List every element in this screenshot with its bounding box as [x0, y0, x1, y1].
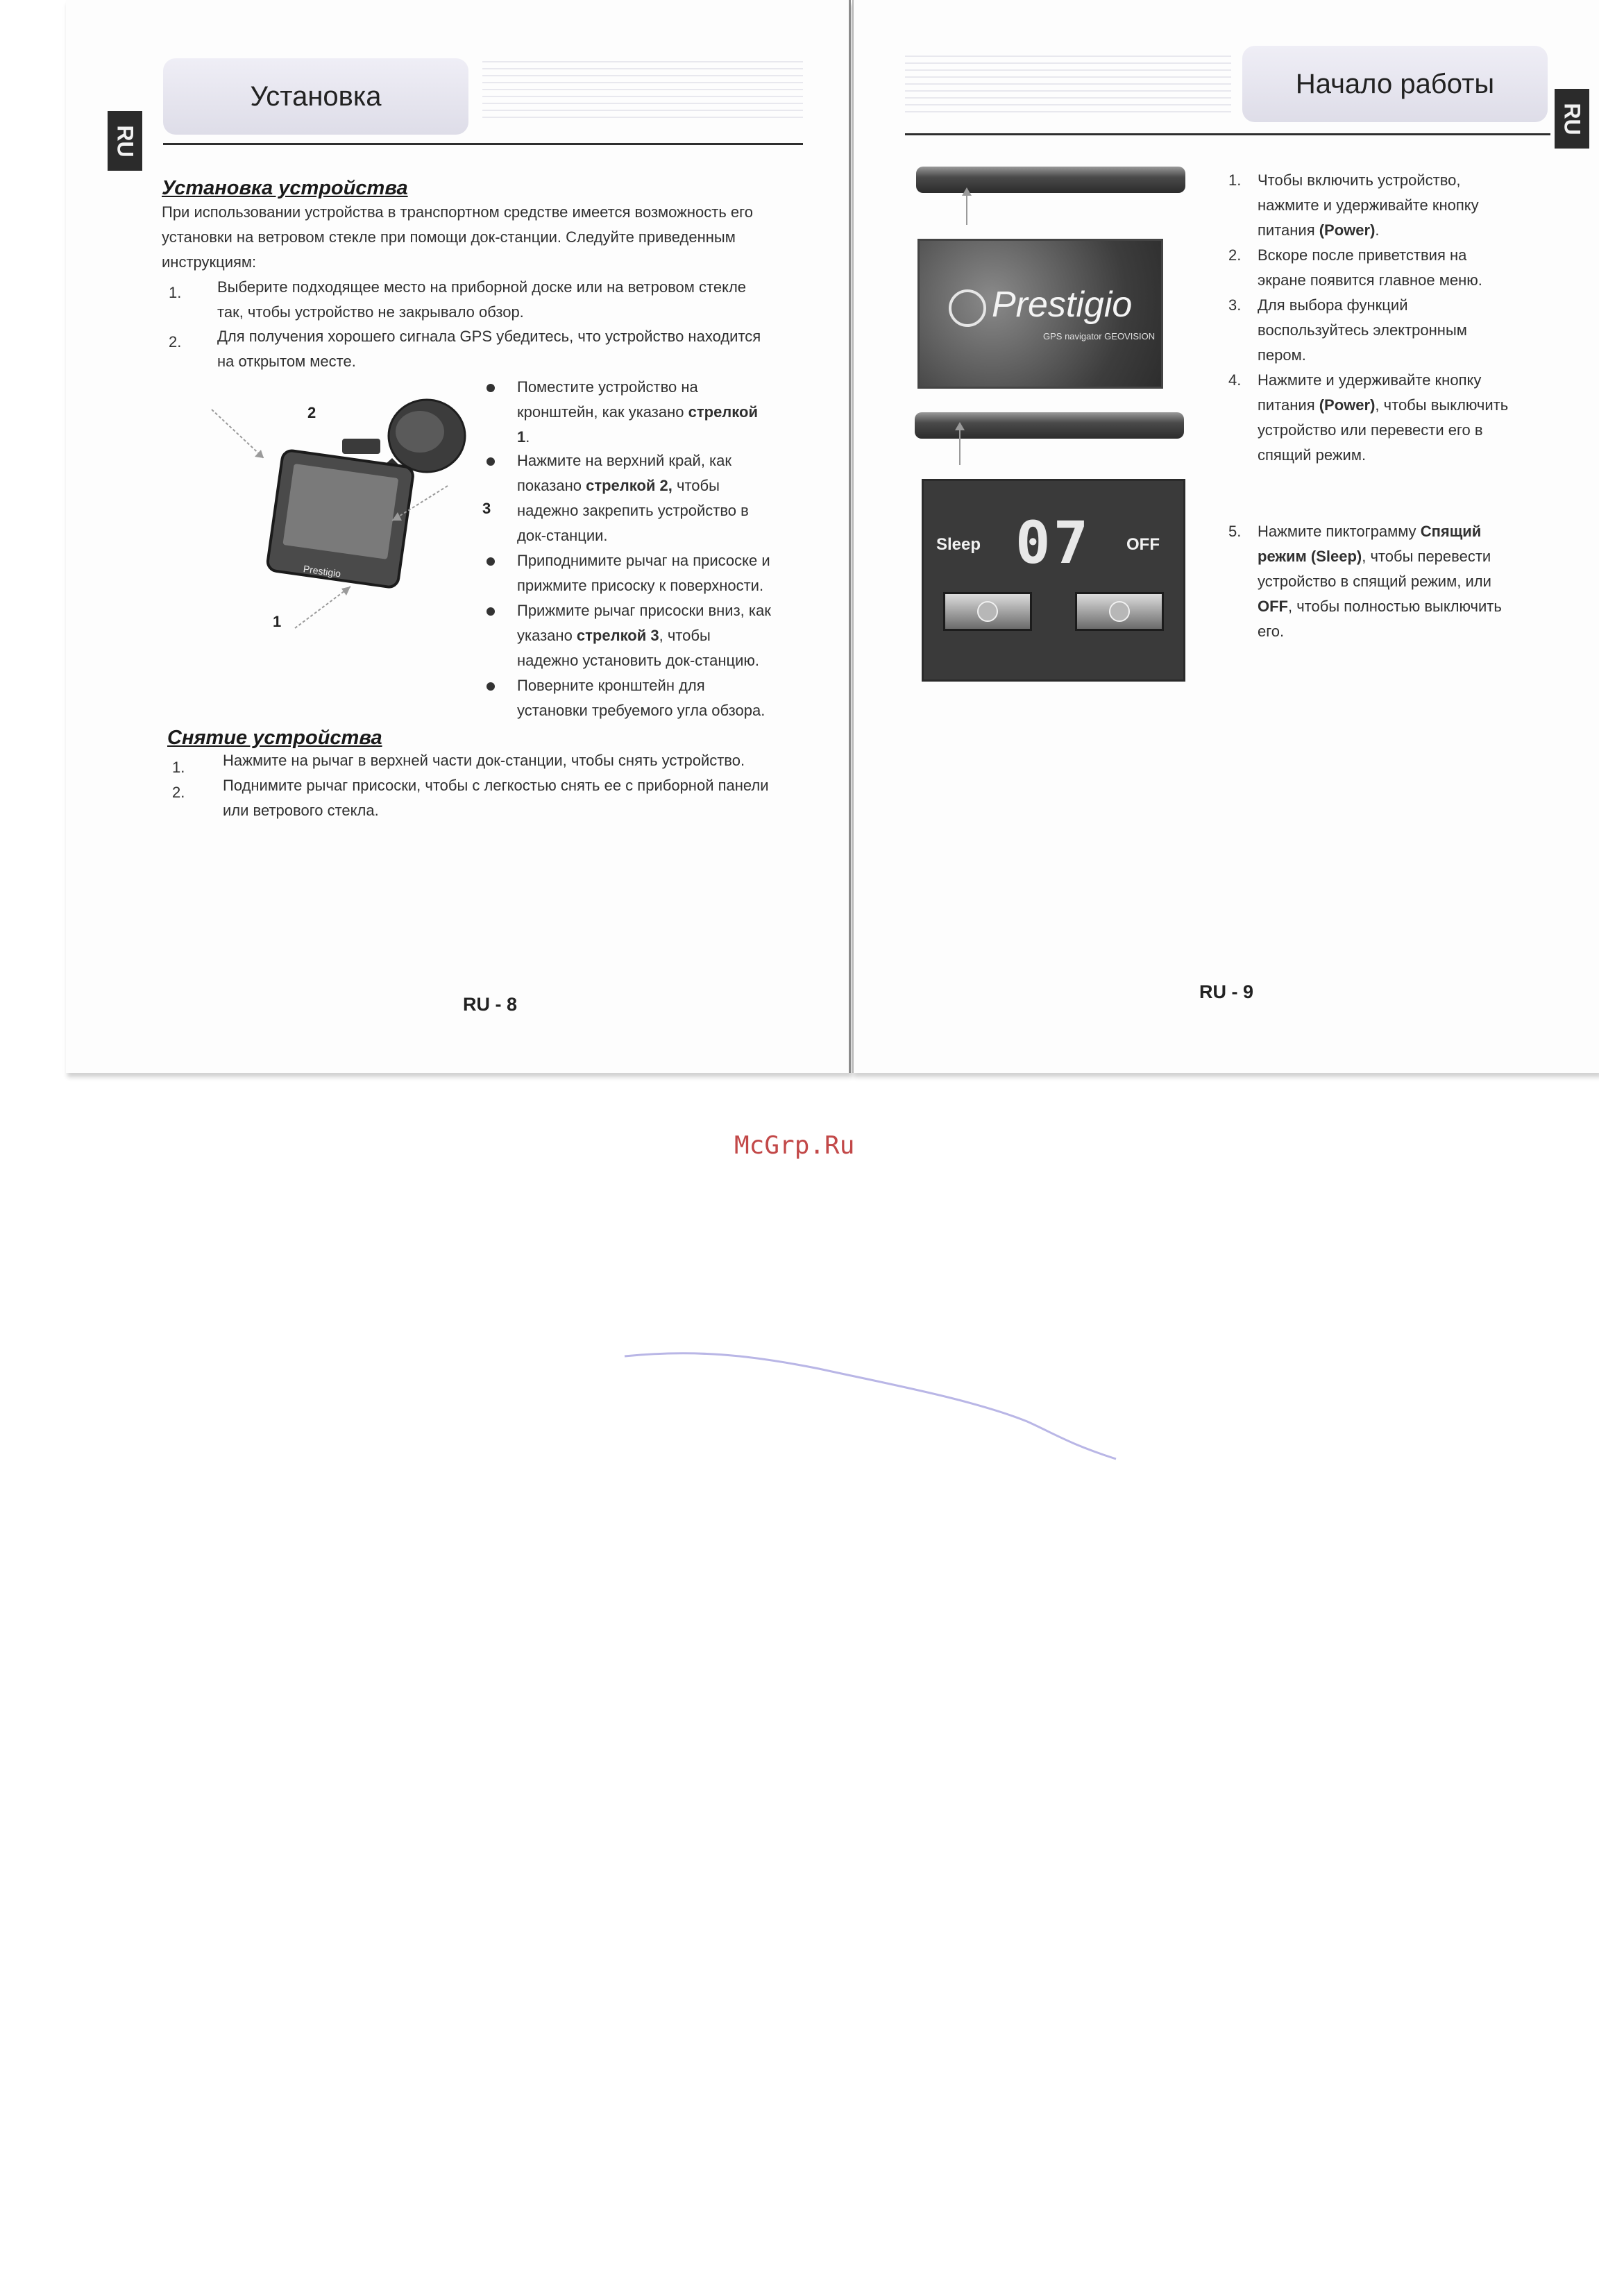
- splash-subtitle: GPS navigator GEOVISION: [1043, 331, 1156, 341]
- page-title-box: [163, 58, 468, 135]
- step-number: 1.: [169, 284, 182, 301]
- arrow-label-3: 3: [482, 500, 491, 517]
- step-text: [223, 748, 745, 773]
- text-line: При использовании устройства в транспортном средстве имеется возможность его: [162, 203, 753, 221]
- page-title: Начало работы: [1295, 68, 1495, 99]
- text-run: , чтобы: [659, 627, 711, 644]
- text-line: док-станции.: [517, 527, 608, 544]
- section-heading-removal: Снятие устройства: [167, 727, 382, 749]
- bold-run: стрелкой 2,: [586, 477, 672, 494]
- bullet-dot: [487, 607, 495, 616]
- device-mount-illustration: [191, 389, 517, 645]
- header-rule: [163, 143, 803, 145]
- bold-run: OFF: [1258, 598, 1288, 615]
- text-line: прижмите присоску к поверхности.: [517, 577, 764, 594]
- text-run: показано: [517, 477, 586, 494]
- sleep-off-screen: [922, 479, 1185, 682]
- text-line: Поместите устройство на: [517, 378, 698, 396]
- text-line: [517, 623, 771, 648]
- step-text: [1258, 519, 1502, 644]
- clock-digits: 07: [1015, 509, 1092, 577]
- text-line: Прижмите рычаг присоски вниз, как: [517, 602, 771, 619]
- text-run: .: [1375, 221, 1380, 239]
- text-run: , чтобы полностью выключить: [1288, 598, 1502, 615]
- text-line: спящий режим.: [1258, 446, 1367, 464]
- device-brand-label: Prestigio: [303, 563, 342, 580]
- language-tab-label: RU: [1559, 102, 1585, 135]
- bold-run: режим (Sleep): [1258, 548, 1362, 565]
- step-text: [217, 275, 746, 325]
- sleep-label: Sleep: [936, 535, 981, 554]
- text-run: , чтобы перевести: [1362, 548, 1491, 565]
- bullet-item: [517, 673, 765, 723]
- header-rule: [905, 133, 1550, 135]
- step-text: [1258, 243, 1482, 293]
- bold-run: (Power): [1319, 396, 1376, 414]
- arrow-label-1: 1: [273, 613, 282, 630]
- bullet-dot: [487, 384, 495, 392]
- text-line: установки на ветровом стекле при помощи док-станции. Следуйте приведенным: [162, 228, 736, 246]
- power-arrow-head: [955, 422, 965, 430]
- text-line: [1258, 519, 1502, 544]
- text-run: указано: [517, 627, 577, 644]
- text-line: Приподнимите рычаг на присоске и: [517, 552, 770, 569]
- text-line: Вскоре после приветствия на: [1258, 246, 1467, 264]
- step-number: 4.: [1228, 371, 1242, 389]
- right-page: [852, 0, 1599, 1073]
- bold-run: Спящий: [1420, 523, 1482, 540]
- power-arrow: [966, 196, 967, 225]
- step-number: 2.: [169, 333, 182, 351]
- text-line: Для получения хорошего сигнала GPS убедитесь, что устройство находится: [217, 328, 761, 345]
- arrow-2: [212, 410, 264, 458]
- step-text: [1258, 293, 1467, 368]
- sleep-button[interactable]: [943, 592, 1032, 631]
- text-line: Нажмите на верхний край, как: [517, 452, 732, 469]
- step-text: [217, 324, 761, 374]
- step-text: [223, 773, 769, 823]
- power-arrow: [959, 430, 961, 465]
- step-number: 2.: [1228, 246, 1242, 264]
- power-arrow-head: [962, 187, 972, 196]
- text-line: нажмите и удерживайте кнопку: [1258, 196, 1479, 214]
- bold-run: 1: [517, 428, 526, 446]
- text-run: кронштейн, как указано: [517, 403, 688, 421]
- page-title-box: [1242, 46, 1548, 122]
- text-line: пером.: [1258, 346, 1306, 364]
- text-line: надежно закрепить устройство в: [517, 502, 749, 519]
- step-text: [1258, 168, 1479, 243]
- text-line: так, чтобы устройство не закрывало обзор.: [217, 303, 524, 321]
- text-line: Выберите подходящее место на приборной доске или на ветровом стекле: [217, 278, 747, 296]
- off-label: OFF: [1126, 535, 1160, 554]
- text-line: [1258, 218, 1479, 243]
- prestigio-logo-icon: [949, 289, 986, 327]
- language-tab: [1555, 89, 1589, 149]
- language-tab-label: RU: [112, 124, 138, 158]
- bullet-item: [517, 448, 749, 548]
- arrow-1: [295, 586, 350, 628]
- sleep-icon: [977, 601, 998, 622]
- power-icon: [1109, 601, 1130, 622]
- text-run: Нажмите пиктограмму: [1258, 523, 1421, 540]
- bullet-dot: [487, 557, 495, 566]
- bullet-dot: [487, 457, 495, 466]
- text-line: Нажмите на рычаг в верхней части док-станции, чтобы снять устройство.: [223, 752, 745, 769]
- text-run: .: [525, 428, 530, 446]
- splash-screen: [917, 239, 1163, 389]
- step-number: 3.: [1228, 296, 1242, 314]
- bullet-item: [517, 598, 771, 673]
- text-line: экране появится главное меню.: [1258, 271, 1482, 289]
- section-heading-install: Установка устройства: [162, 177, 408, 199]
- text-line: или ветрового стекла.: [223, 802, 379, 819]
- splash-brand: Prestigio: [992, 285, 1133, 325]
- step-number: 5.: [1228, 523, 1242, 540]
- page-number: RU - 9: [1199, 981, 1254, 1002]
- text-line: [517, 473, 749, 498]
- intro-paragraph: [162, 200, 753, 275]
- device-top-edge: [916, 167, 1185, 193]
- text-line: Для выбора функций: [1258, 296, 1408, 314]
- page-title: Установка: [250, 81, 382, 112]
- text-line: воспользуйтесь электронным: [1258, 321, 1467, 339]
- text-line: устройство в спящий режим, или: [1258, 573, 1491, 590]
- text-run: чтобы: [672, 477, 720, 494]
- text-line: инструкциям:: [162, 253, 257, 271]
- bullet-item: [517, 375, 758, 450]
- bold-run: (Power): [1319, 221, 1376, 239]
- off-button[interactable]: [1075, 592, 1164, 631]
- text-run: , чтобы выключить: [1375, 396, 1509, 414]
- text-line: устройство или перевести его в: [1258, 421, 1483, 439]
- title-hatch: [905, 56, 1231, 115]
- step-number: 1.: [1228, 171, 1242, 189]
- bullet-item: [517, 548, 770, 598]
- text-line: установки требуемого угла обзора.: [517, 702, 765, 719]
- pen-stroke: [611, 1340, 1124, 1464]
- text-line: [1258, 544, 1502, 569]
- bullet-dot: [487, 682, 495, 691]
- text-line: [1258, 594, 1502, 619]
- step-text: [1258, 368, 1508, 468]
- text-line: [1258, 393, 1508, 418]
- step-number: 2.: [172, 784, 185, 801]
- title-hatch: [482, 61, 803, 121]
- text-line: надежно установить док-станцию.: [517, 652, 759, 669]
- language-tab: [108, 111, 142, 171]
- text-line: Поверните кронштейн для: [517, 677, 705, 694]
- bold-run: стрелкой: [688, 403, 758, 421]
- left-page: [66, 0, 851, 1073]
- text-line: [517, 425, 758, 450]
- text-line: Поднимите рычаг присоски, чтобы с легкостью снять ее с приборной панели: [223, 777, 769, 794]
- text-line: Нажмите и удерживайте кнопку: [1258, 371, 1482, 389]
- watermark: McGrp.Ru: [734, 1131, 855, 1160]
- step-number: 1.: [172, 759, 185, 776]
- text-line: [517, 400, 758, 425]
- arrow-label-2: 2: [307, 404, 316, 421]
- text-line: на открытом месте.: [217, 353, 356, 370]
- bold-run: стрелкой 3: [576, 627, 659, 644]
- text-line: Чтобы включить устройство,: [1258, 171, 1461, 189]
- text-run: питания: [1258, 221, 1319, 239]
- text-line: его.: [1258, 623, 1285, 640]
- text-run: питания: [1258, 396, 1319, 414]
- page-number: RU - 8: [463, 994, 518, 1015]
